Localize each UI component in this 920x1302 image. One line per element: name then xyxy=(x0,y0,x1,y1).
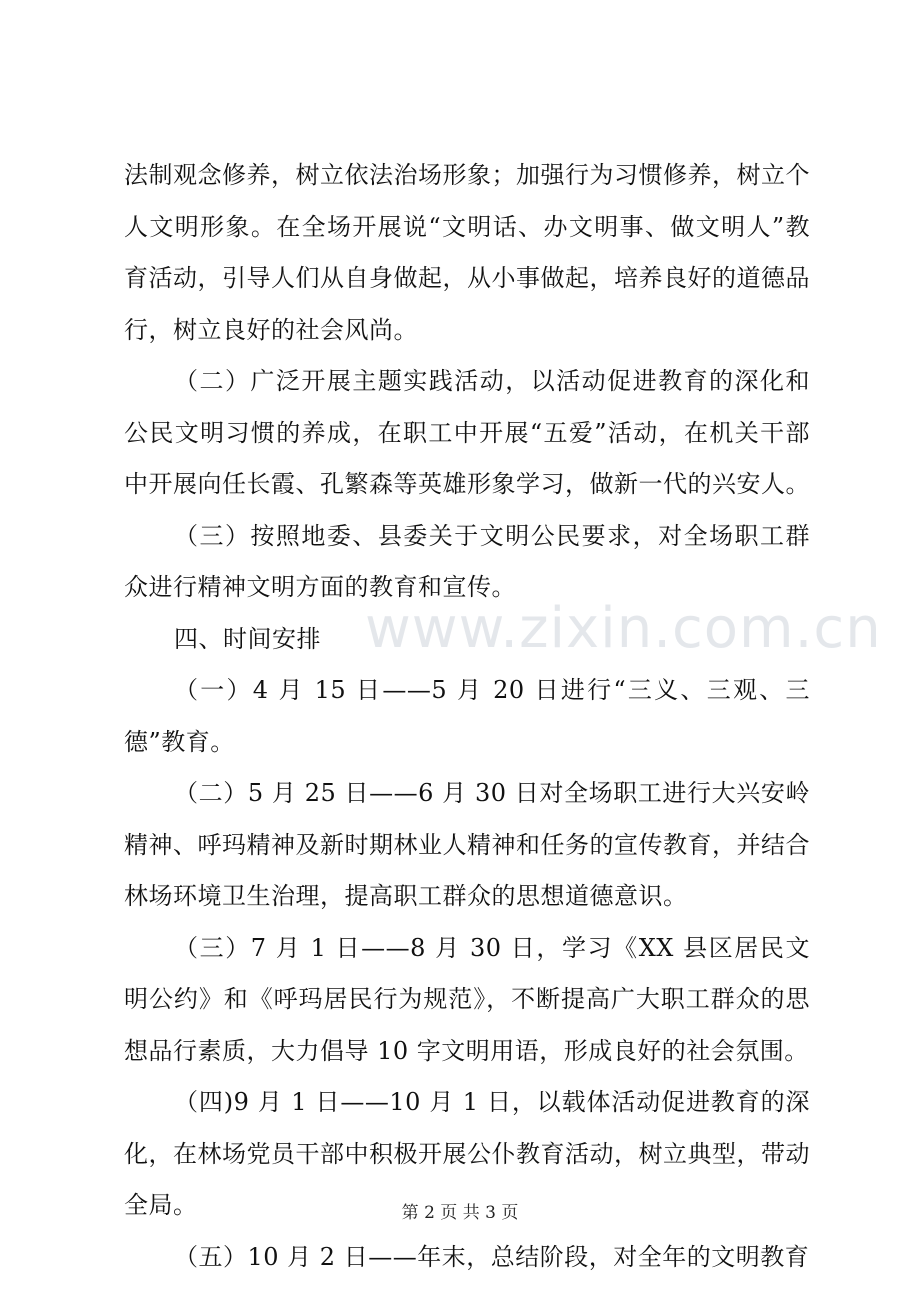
paragraph-7: （三）7 月 1 日——8 月 30 日，学习《XX 县区居民文明公约》和《呼玛居民行为规范》，不断提高广大职工群众的思想品行素质，大力倡导 10 字文明用语，形成良好的社会氛围。 xyxy=(124,933,810,1065)
paragraph-2: （二）广泛开展主题实践活动，以活动促进教育的深化和公民文明习惯的养成，在职工中开展“五爱”活动，在机关干部中开展向任长霞、孔繁森等英雄形象学习，做新一代的兴安人。 xyxy=(124,367,810,498)
paragraph-5: （一）4 月 15 日——5 月 20 日进行“三义、三观、三德”教育。 xyxy=(124,676,810,756)
document-body xyxy=(124,150,810,1283)
paragraph-3: （三）按照地委、县委关于文明公民要求，对全场职工群众进行精神文明方面的教育和宣传。 xyxy=(124,521,810,601)
paragraph-9: （五）10 月 2 日——年末，总结阶段，对全年的文明教育 xyxy=(174,1242,810,1271)
section-heading-schedule: 四、时间安排 xyxy=(174,624,321,653)
paragraph-1: 法制观念修养，树立依法治场形象；加强行为习惯修养，树立个人文明形象。在全场开展说“文明话、办文明事、做文明人”教育活动，引导人们从自身做起，从小事做起，培养良好的道德品行，树立良好的社会风尚。 xyxy=(124,161,810,344)
page-footer: 第 2 页 共 3 页 xyxy=(401,1203,519,1223)
paragraph-6: （二）5 月 25 日——6 月 30 日对全场职工进行大兴安岭精神、呼玛精神及新时期林业人精神和任务的宣传教育，并结合林场环境卫生治理，提高职工群众的思想道德意识。 xyxy=(124,779,810,910)
paragraph-8: （四)9 月 1 日——10 月 1 日，以载体活动促进教育的深化，在林场党员干部中积极开展公仆教育活动，树立典型，带动全局。 xyxy=(124,1088,810,1219)
watermark: www.zixin.com.cn xyxy=(365,596,882,661)
